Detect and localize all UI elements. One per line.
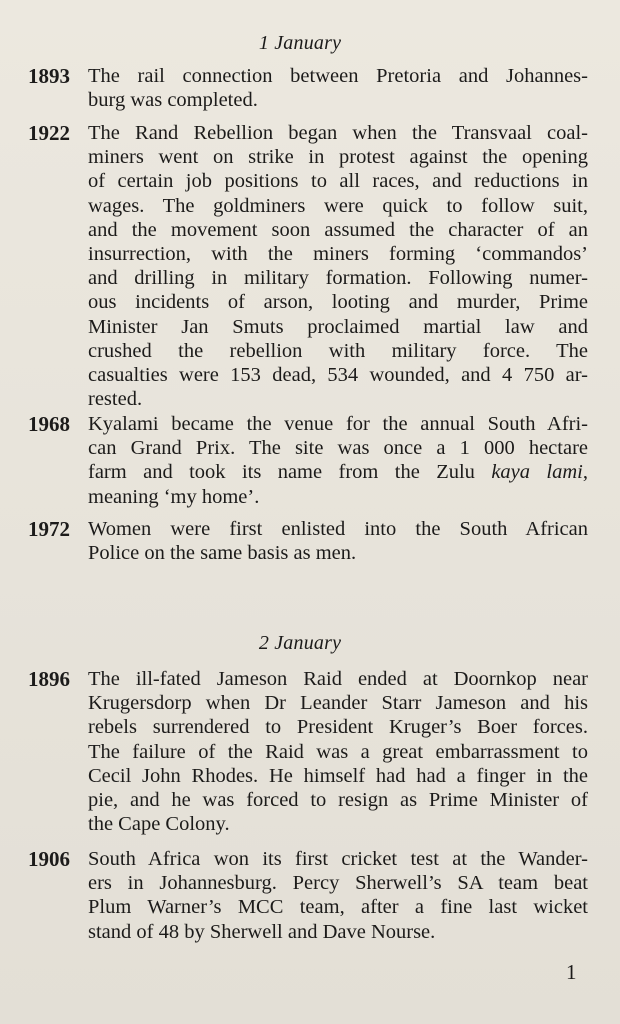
entry-text [88, 667, 588, 836]
entry-line: meaning ‘my home’. [88, 485, 260, 508]
entry-text [88, 847, 588, 944]
entry-year: 1922 [28, 121, 70, 145]
entry-line: The ill-fated Jameson Raid ended at Doornkop near [88, 668, 588, 690]
entry-line: and the movement soon assumed the character of an [88, 218, 588, 241]
entry-year: 1968 [28, 412, 70, 436]
entry-line: South Africa won its first cricket test at the Wander- [88, 848, 588, 870]
entry-line: the Cape Colony. [88, 813, 230, 836]
entry-line: of certain job positions to all races, and reductions in [88, 170, 588, 193]
entry-text [88, 412, 588, 509]
entry-line: The rail connection between Pretoria and Johannes- [88, 65, 588, 87]
entry-line: stand of 48 by Sherwell and Dave Nourse. [88, 920, 436, 943]
entry-line: miners went on strike in protest against the opening [88, 146, 588, 169]
entry-line: farm and took its name from the Zulu kaya lami, [88, 461, 588, 484]
entry-year: 1896 [28, 667, 70, 691]
entry-line: The failure of the Raid was a great embarrassment to [88, 740, 588, 763]
section-heading-1-january: 1 January [258, 32, 342, 54]
entry-line: rebels surrendered to President Kruger’s Boer forces. [88, 716, 588, 739]
entry-line: and drilling in military formation. Following numer- [88, 267, 588, 290]
entry-line: wages. The goldminers were quick to follow suit, [88, 194, 588, 217]
entry-text [88, 64, 588, 112]
entry-year: 1893 [28, 64, 70, 88]
entry-line: Minister Jan Smuts proclaimed martial law and [88, 315, 588, 338]
entry-line: Plum Warner’s MCC team, after a fine last wicket [88, 896, 588, 919]
entry-year: 1972 [28, 517, 70, 541]
entry-line: burg was completed. [88, 89, 258, 112]
entry-line: Kyalami became the venue for the annual South Afri- [88, 413, 588, 435]
entry-line: pie, and he was forced to resign as Prime Minister of [88, 789, 588, 812]
entry-text [88, 517, 588, 565]
entry-text [88, 121, 588, 411]
page-number: 1 [566, 960, 577, 984]
entry-year: 1906 [28, 847, 70, 871]
entry-line: Women were first enlisted into the South African [88, 518, 588, 540]
entry-line: insurrection, with the miners forming ‘commandos’ [88, 243, 588, 266]
entry-line: Cecil John Rhodes. He himself had had a finger in the [88, 764, 588, 787]
entry-line: The Rand Rebellion began when the Transvaal coal- [88, 122, 588, 144]
section-heading-2-january: 2 January [258, 632, 342, 654]
entry-line: crushed the rebellion with military force. The [88, 339, 588, 362]
entry-line: rested. [88, 388, 143, 411]
entry-line: casualties were 153 dead, 534 wounded, and 4 750 ar- [88, 364, 588, 387]
entry-line: Krugersdorp when Dr Leander Starr Jameson and his [88, 692, 588, 715]
entry-line: Police on the same basis as men. [88, 542, 357, 565]
entry-line: ers in Johannesburg. Percy Sherwell’s SA team beat [88, 872, 588, 895]
entry-line: can Grand Prix. The site was once a 1 000 hectare [88, 437, 588, 460]
entry-line: ous incidents of arson, looting and murder, Prime [88, 291, 588, 314]
